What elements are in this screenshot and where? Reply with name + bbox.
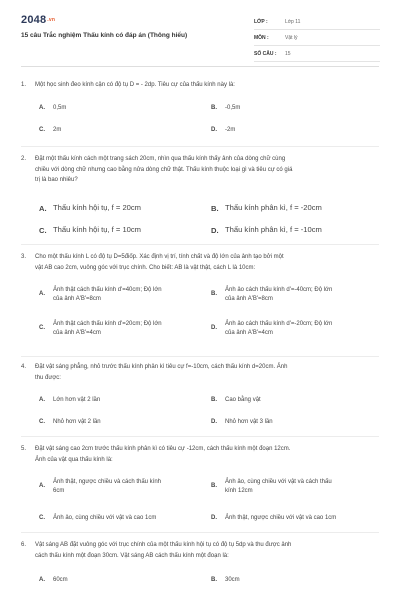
option-letter: D. bbox=[211, 419, 217, 425]
option-letter: C. bbox=[39, 226, 47, 235]
option-text: 6cm bbox=[53, 488, 65, 494]
option-text: Ảnh ảo cách thấu kính d'=-40cm; Độ lớn bbox=[225, 287, 333, 293]
meta-key: LỚP : bbox=[254, 18, 268, 25]
option-letter: C. bbox=[39, 127, 45, 133]
option-text: Ảnh thật, ngược chiều và cách thấu kính bbox=[53, 479, 162, 485]
question-stem bbox=[21, 252, 381, 273]
stem-line: Đặt vật sáng cao 2cm trước thấu kính phân kì có tiêu cự -12cm, cách thấu kính một đoạn 12cm. bbox=[35, 446, 291, 452]
question-2 bbox=[21, 154, 381, 240]
meta-key: SỐ CÂU : bbox=[254, 50, 277, 57]
option-text: Nhỏ hơn vật 3 lần bbox=[225, 419, 273, 425]
question-3 bbox=[21, 252, 381, 352]
option-text: của ảnh A'B'=4cm bbox=[225, 330, 273, 336]
logo-text: 2048 bbox=[21, 14, 47, 26]
question-number: 1. bbox=[21, 82, 27, 88]
meta-info-table bbox=[254, 14, 380, 62]
stem-line: cách thấu kính một đoạn 30cm. Vật sáng AB cách thấu kính một đoạn là: bbox=[35, 552, 229, 559]
option-text: của ảnh A'B'=8cm bbox=[53, 296, 101, 302]
stem-line: trị là bao nhiêu? bbox=[35, 177, 78, 183]
option-text: Ảnh ảo, cùng chiều với vật và cách thấu bbox=[225, 479, 332, 485]
option-letter: B. bbox=[211, 483, 217, 489]
question-number: 6. bbox=[21, 542, 27, 548]
stem-line: vật AB cao 2cm, vuông góc với trục chính. Cho biết: AB là vật thật, cách L là 10cm: bbox=[35, 264, 256, 271]
meta-key: MÔN : bbox=[254, 34, 269, 41]
option-letter: A. bbox=[39, 397, 45, 403]
option-text: Ảnh ảo, cùng chiều với vật và cao 1cm bbox=[53, 515, 157, 521]
option-text: Ảnh thật, ngược chiều với vật và cao 1cm bbox=[225, 515, 337, 521]
option-letter: A. bbox=[39, 204, 47, 213]
question-stem bbox=[21, 80, 381, 91]
question-number: 3. bbox=[21, 254, 27, 260]
option-letter: C. bbox=[39, 515, 45, 521]
option-text: Thấu kính phân kì, f = -20cm bbox=[225, 203, 322, 212]
option-letter: A. bbox=[39, 577, 45, 583]
document-title: 15 câu Trắc nghiệm Thấu kính có đáp án (Thông hiểu) bbox=[21, 32, 188, 39]
question-number: 4. bbox=[21, 364, 27, 370]
stem-line: chiều với dòng chữ nhưng cao bằng nửa dòng chữ thật. Thấu kính thuộc loại gì và tiêu cự có giá bbox=[35, 166, 293, 173]
option-text: Thấu kính hội tụ, f = 20cm bbox=[53, 203, 142, 212]
option-text: kính 12cm bbox=[225, 488, 253, 494]
site-logo[interactable] bbox=[21, 14, 55, 26]
option-text: Ảnh ảo cách thấu kính d'=-20cm; Độ lớn bbox=[225, 321, 333, 327]
option-text: Thấu kính phân kì, f = -10cm bbox=[225, 225, 322, 234]
question-number: 2. bbox=[21, 156, 27, 162]
option-letter: A. bbox=[39, 291, 45, 297]
option-letter: D. bbox=[211, 325, 217, 331]
option-letter: B. bbox=[211, 577, 217, 583]
meta-value: Vật lý bbox=[285, 34, 298, 41]
stem-line: Đặt vật sáng phẳng, nhỏ trước thấu kính phân kì tiêu cự f=-10cm, cách thấu kính d=20cm. Ảnh bbox=[35, 364, 288, 370]
option-letter: B. bbox=[211, 105, 217, 111]
meta-value: Lớp 11 bbox=[285, 18, 301, 25]
stem-line: Cho một thấu kính L có độ tụ D=5điốp. Xác định vị trí, tính chất và độ lớn của ảnh tạo bởi một bbox=[35, 254, 284, 260]
option-text: Thấu kính hội tụ, f = 10cm bbox=[53, 225, 142, 234]
option-letter: A. bbox=[39, 105, 45, 111]
question-4 bbox=[21, 362, 381, 432]
option-text: của ảnh A'B'=4cm bbox=[53, 330, 101, 336]
option-text: 30cm bbox=[225, 577, 240, 583]
option-letter: B. bbox=[211, 397, 217, 403]
question-divider bbox=[21, 244, 379, 245]
option-text: Lớn hơn vật 2 lần bbox=[53, 397, 101, 403]
stem-line: thu được: bbox=[35, 374, 61, 381]
option-text: -0,5m bbox=[225, 105, 241, 111]
question-divider bbox=[21, 146, 379, 147]
header-divider bbox=[21, 66, 379, 67]
option-letter: C. bbox=[39, 419, 45, 425]
question-number: 5. bbox=[21, 446, 27, 452]
option-text: Nhỏ hơn vật 2 lần bbox=[53, 419, 101, 425]
option-text: Cao bằng vật bbox=[225, 397, 261, 403]
option-text: 60cm bbox=[53, 577, 68, 583]
logo-tld: .vn bbox=[47, 17, 56, 23]
option-letter: A. bbox=[39, 483, 45, 489]
question-divider bbox=[21, 436, 379, 437]
option-letter: D. bbox=[211, 515, 217, 521]
option-letter: B. bbox=[211, 291, 217, 297]
option-text: của ảnh A'B'=8cm bbox=[225, 296, 273, 302]
option-letter: B. bbox=[211, 204, 219, 213]
question-stem bbox=[21, 540, 381, 561]
question-1 bbox=[21, 80, 381, 142]
question-stem bbox=[21, 362, 381, 383]
option-text: 0,5m bbox=[53, 105, 67, 111]
question-divider bbox=[21, 356, 379, 357]
question-stem bbox=[21, 444, 381, 465]
option-letter: C. bbox=[39, 325, 45, 331]
option-text: 2m bbox=[53, 127, 62, 133]
question-divider bbox=[21, 532, 379, 533]
question-6 bbox=[21, 540, 381, 600]
option-text: Ảnh thật cách thấu kính d'=40cm; Độ lớn bbox=[53, 287, 162, 293]
question-stem bbox=[21, 154, 381, 186]
option-letter: D. bbox=[211, 226, 219, 235]
question-5 bbox=[21, 444, 381, 528]
stem-line: Một học sinh đeo kính cận có độ tụ D = - 2dp. Tiêu cự của thấu kính này là: bbox=[35, 82, 235, 88]
option-letter: D. bbox=[211, 127, 217, 133]
stem-line: Đặt một thấu kính cách một trang sách 20cm, nhìn qua thấu kính thấy ảnh của dòng chữ cùng bbox=[35, 156, 286, 162]
document-header bbox=[0, 0, 400, 72]
meta-value: 15 bbox=[285, 50, 291, 57]
option-text: -2m bbox=[225, 127, 236, 133]
meta-row-count bbox=[254, 46, 380, 62]
meta-row-class bbox=[254, 14, 380, 30]
stem-line: Vật sáng AB đặt vuông góc với trục chính của một thấu kính hội tụ có độ tụ 5dp và thu được ảnh bbox=[35, 542, 292, 548]
option-text: Ảnh thật cách thấu kính d'=20cm; Độ lớn bbox=[53, 321, 162, 327]
meta-row-subject bbox=[254, 30, 380, 46]
stem-line: Ảnh của vật qua thấu kính là: bbox=[35, 456, 113, 463]
